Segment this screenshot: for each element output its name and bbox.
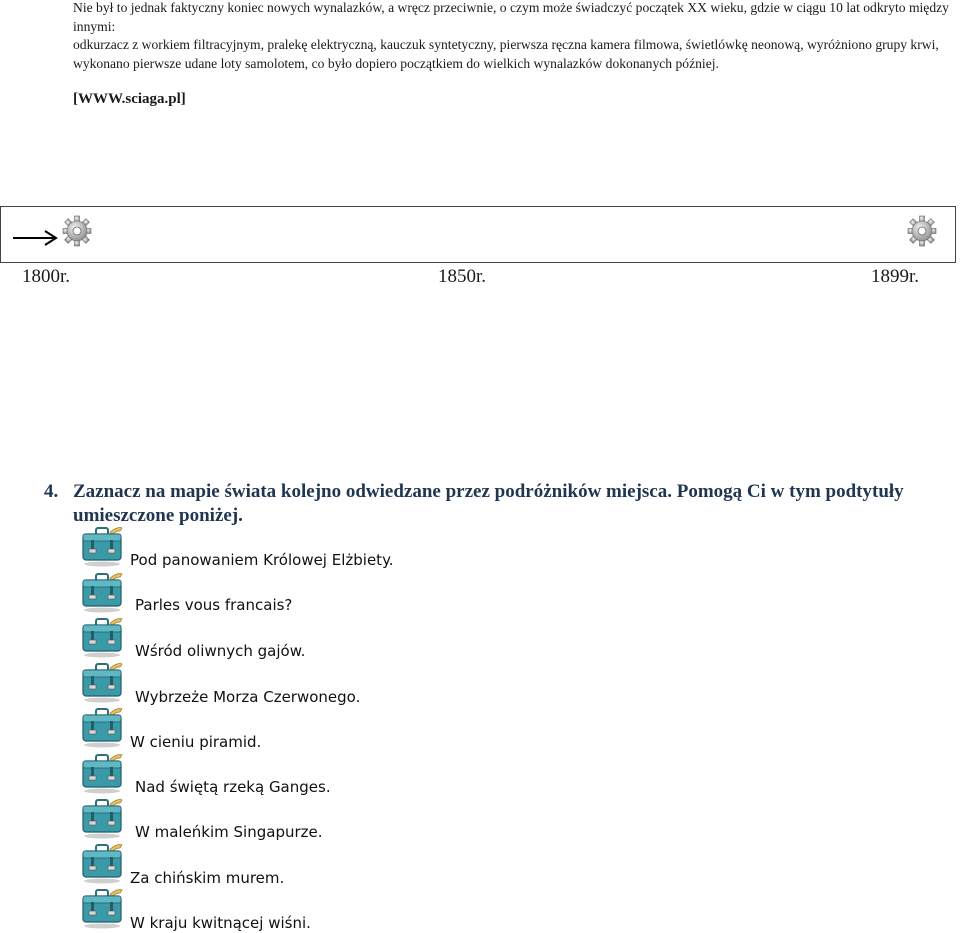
- suitcase-icon: [80, 524, 126, 568]
- intro-paragraph: Nie był to jednak faktyczny koniec nowych wynalazków, a wręcz przeciwnie, o czym może świadczyć początek XX wieku, gdzie w ciągu 10 lat odkryto między innymi:: [73, 0, 949, 34]
- list-item-label: W maleńkim Singapurze.: [135, 823, 323, 841]
- list-item: [0, 841, 600, 885]
- gear-icon: [62, 214, 92, 248]
- list-item: [0, 524, 600, 568]
- list-item: [0, 660, 600, 704]
- list-item-label: W cieniu piramid.: [130, 733, 262, 751]
- source-citation: [WWW.sciaga.pl]: [73, 91, 186, 107]
- list-item-label: Za chińskim murem.: [130, 869, 285, 887]
- suitcase-icon: [80, 841, 126, 885]
- suitcase-icon: [80, 570, 126, 614]
- list-item-label: Pod panowaniem Królowej Elżbiety.: [130, 551, 394, 569]
- suitcase-icon: [80, 751, 126, 795]
- list-item-label: Parles vous francais?: [135, 596, 293, 614]
- list-item-label: W kraju kwitnącej wiśni.: [130, 914, 311, 932]
- list-item: [0, 886, 600, 930]
- suitcase-icon: [80, 886, 126, 930]
- list-item-label: Wybrzeże Morza Czerwonego.: [135, 688, 361, 706]
- task-title: Zaznacz na mapie świata kolejno odwiedzane przez podróżników miejsca. Pomogą Ci w tym podtytuły umieszczone poniżej.: [73, 481, 904, 526]
- suitcase-icon: [80, 705, 126, 749]
- suitcase-icon: [80, 660, 126, 704]
- list-item: [0, 796, 600, 840]
- list-item: [0, 615, 600, 659]
- year-1850-label: 1850r.: [438, 266, 487, 287]
- suitcase-icon: [80, 796, 126, 840]
- list-item: [0, 705, 600, 749]
- list-item-label: Wśród oliwnych gajów.: [135, 642, 306, 660]
- list-item: [0, 570, 600, 614]
- gear-icon: [907, 214, 937, 248]
- arrow-icon: [11, 227, 59, 249]
- list-item: [0, 751, 600, 795]
- year-1800-label: 1800r.: [22, 266, 71, 287]
- list-item-label: Nad świętą rzeką Ganges.: [135, 778, 331, 796]
- timeline-box: [0, 206, 956, 263]
- suitcase-icon: [80, 615, 126, 659]
- inventions-paragraph: odkurzacz z workiem filtracyjnym, pralekę elektryczną, kauczuk syntetyczny, pierwsza ręczna kamera filmowa, świetlówkę neonową, wyróżniono grupy krwi, wykonano pierwsze udane loty samolotem, co było dopiero początkiem do wielkich wynalazków dokonanych później.: [73, 37, 939, 71]
- task-number: 4.: [44, 481, 59, 502]
- year-1899-label: 1899r.: [871, 266, 920, 287]
